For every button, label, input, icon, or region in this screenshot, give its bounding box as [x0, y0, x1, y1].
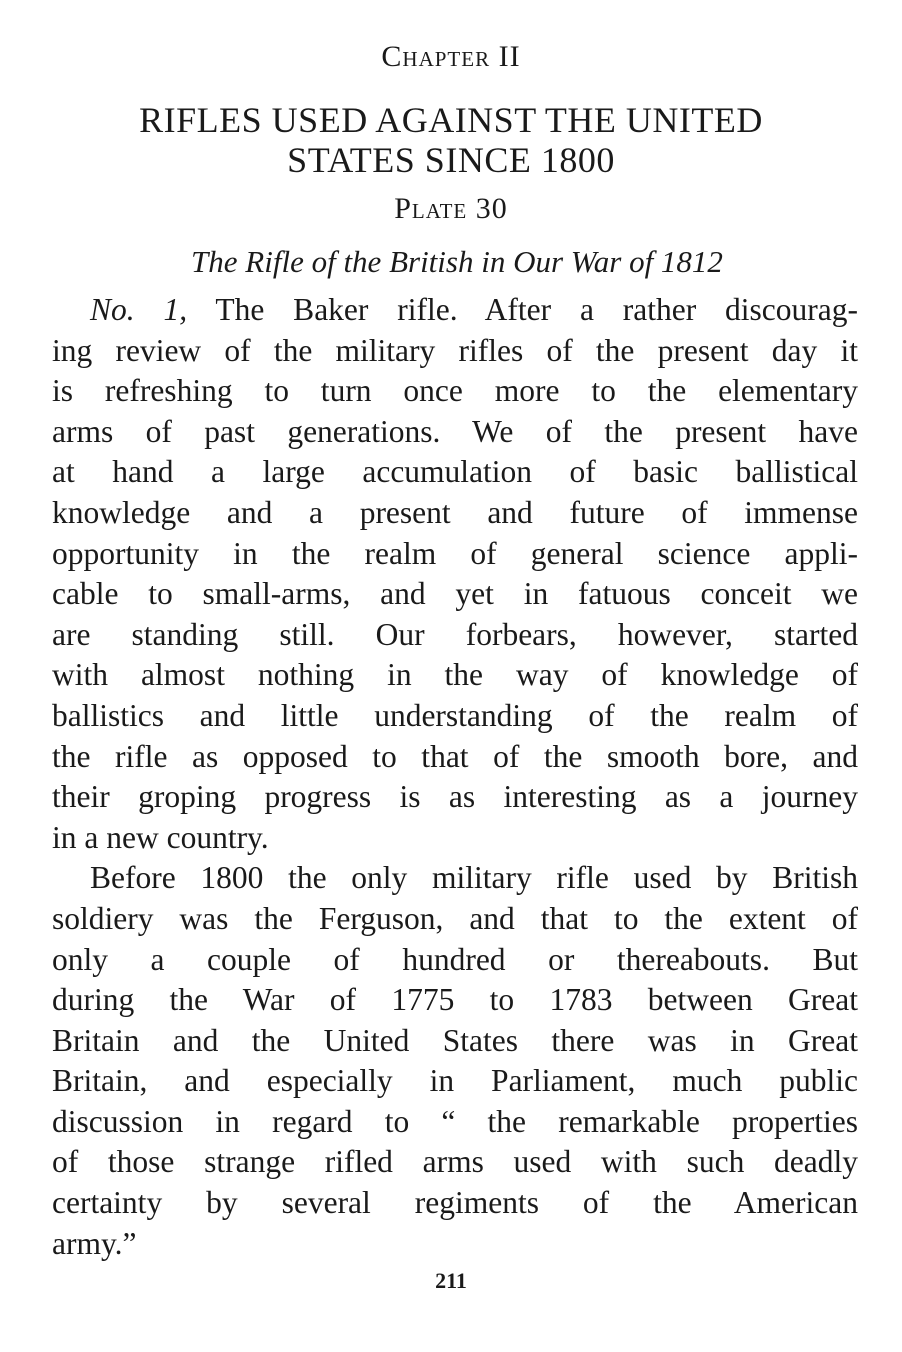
- paragraph-2-line: Britain and the United States there was in Great: [52, 1022, 858, 1058]
- paragraph-1-line: in a new country.: [52, 819, 269, 855]
- body-text: [52, 290, 858, 1264]
- paragraph-1-line: opportunity in the realm of general science appli-: [52, 535, 858, 571]
- paragraph-1-line: with almost nothing in the way of knowledge of: [52, 657, 858, 693]
- paragraph-2-line: Before 1800 the only military rifle used by British: [90, 860, 858, 896]
- chapter-heading: Chapter II: [381, 40, 521, 73]
- paragraph-1-line: cable to small-arms, and yet in fatuous conceit we: [52, 576, 858, 612]
- paragraph-1-line-text: The Baker rifle. After a rather discourag-: [187, 292, 859, 327]
- paragraph-1-line: arms of past generations. We of the present have: [52, 413, 858, 449]
- item-number-label: No. 1,: [90, 292, 188, 327]
- paragraph-2-line: only a couple of hundred or thereabouts. But: [52, 941, 858, 977]
- paragraph-1-line: ing review of the military rifles of the present day it: [52, 332, 858, 368]
- paragraph-1-line: are standing still. Our forbears, however, started: [52, 616, 858, 652]
- paragraph-1-line: [52, 290, 858, 331]
- section-subtitle: The Rifle of the British in Our War of 1812: [191, 244, 723, 279]
- paragraph-2-line: army.”: [52, 1225, 137, 1261]
- paragraph-2-line: certainty by several regiments of the American: [52, 1185, 858, 1221]
- chapter-title: RIFLES USED AGAINST THE UNITED STATES SINCE 1800: [139, 100, 763, 180]
- paragraph-2-line: of those strange rifled arms used with such deadly: [52, 1144, 858, 1180]
- plate-heading: Plate 30: [394, 192, 508, 225]
- paragraph-1-line: the rifle as opposed to that of the smooth bore, and: [52, 738, 858, 774]
- paragraph-1-line: is refreshing to turn once more to the elementary: [52, 373, 858, 409]
- page-number: 211: [435, 1268, 467, 1293]
- paragraph-2-line: soldiery was the Ferguson, and that to the extent of: [52, 900, 858, 936]
- paragraph-2-line: during the War of 1775 to 1783 between Great: [52, 982, 858, 1018]
- paragraph-2-line: Britain, and especially in Parliament, much public: [52, 1063, 858, 1099]
- paragraph-1-line: knowledge and a present and future of immense: [52, 494, 858, 530]
- paragraph-1-line: their groping progress is as interesting as a journey: [52, 779, 858, 815]
- paragraph-1-line: at hand a large accumulation of basic ballistical: [52, 454, 858, 490]
- paragraph-1-line: ballistics and little understanding of the realm of: [52, 697, 858, 733]
- paragraph-2-line: discussion in regard to “ the remarkable properties: [52, 1103, 858, 1139]
